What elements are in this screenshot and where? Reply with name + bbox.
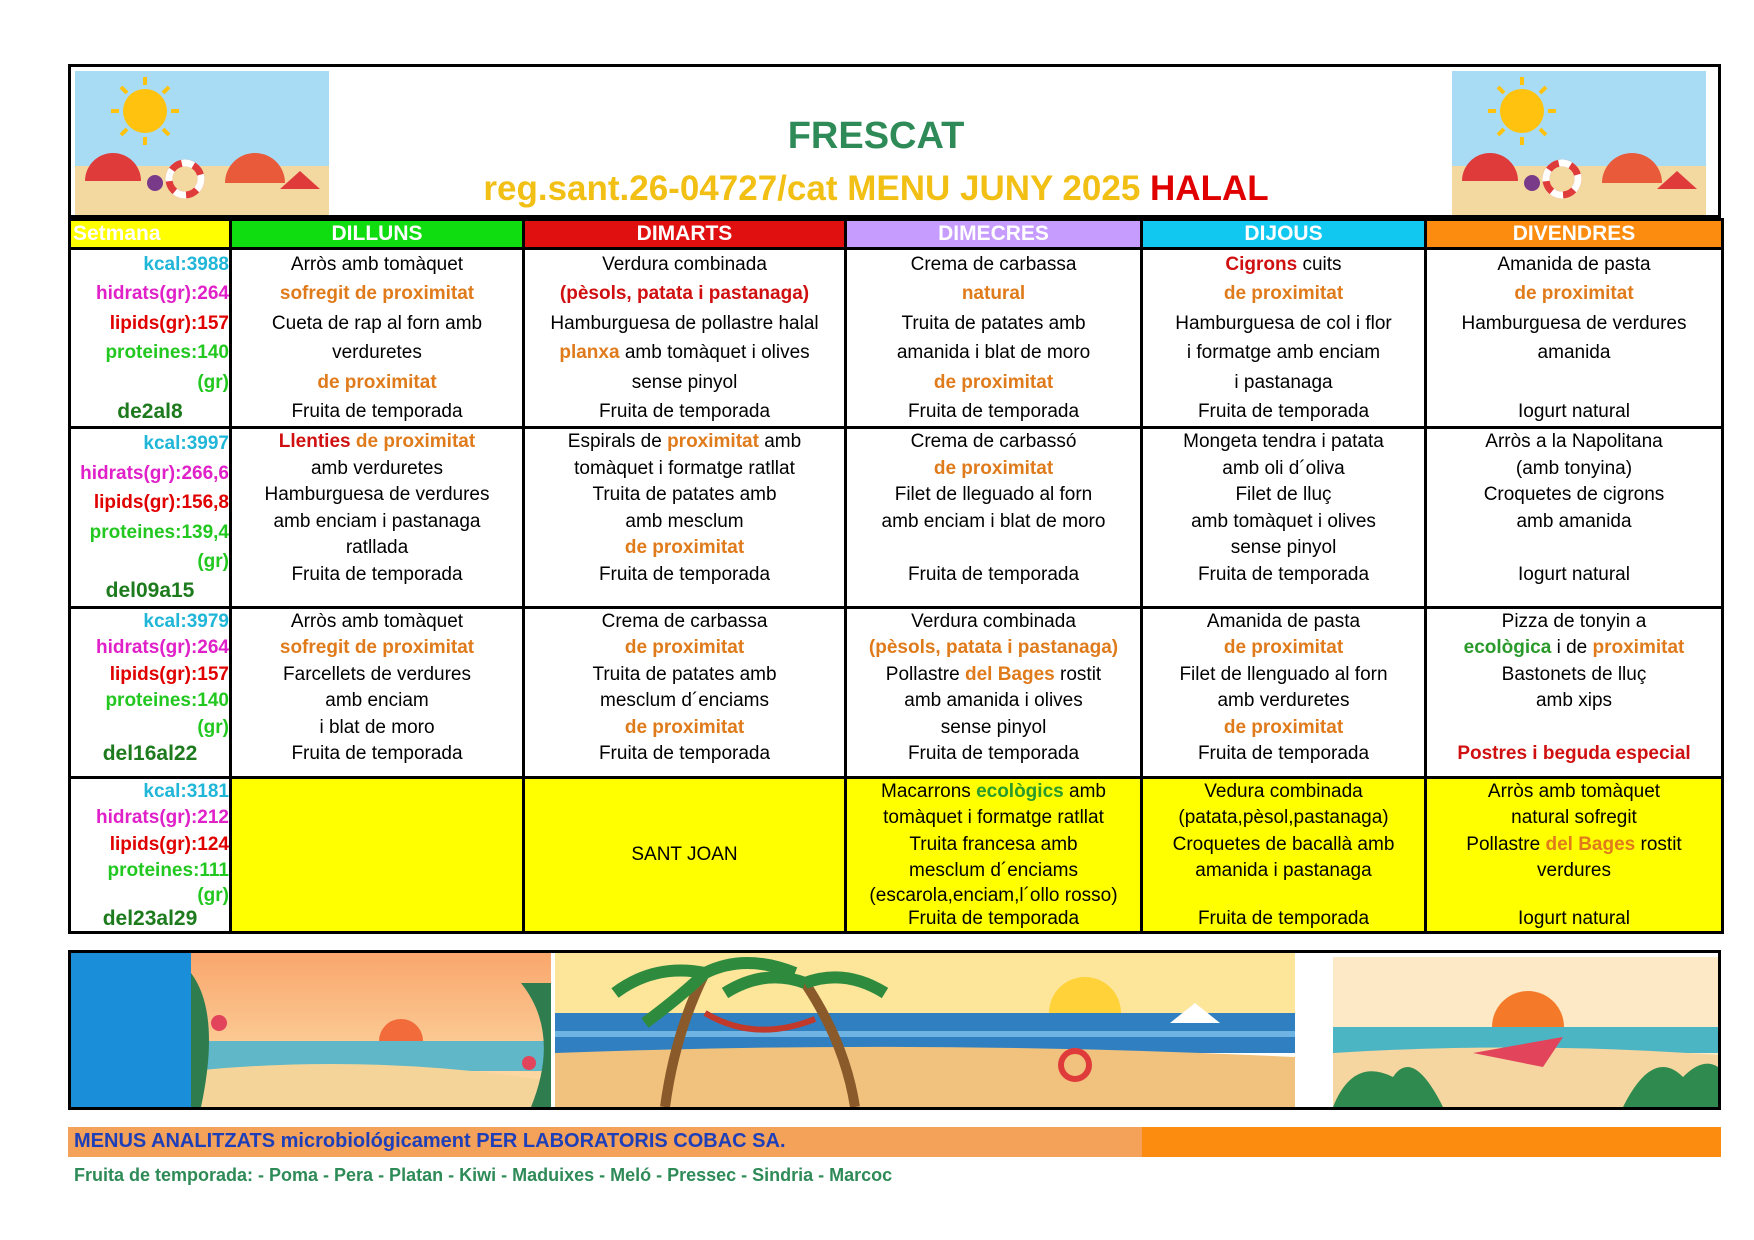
menu-line [525, 338, 844, 367]
week-info [70, 249, 231, 428]
menu-line: natural [961, 283, 1026, 305]
menu-line: Iogurt natural [1518, 400, 1630, 422]
menu-line: Cueta de rap al forn amb [271, 312, 483, 334]
menu-line: Truita de patates amb [592, 663, 777, 685]
menu-highlight: del Bages [964, 663, 1055, 685]
menu-highlight: proximitat [667, 431, 759, 453]
menu-line: de proximitat [933, 457, 1054, 479]
table-row [70, 428, 1723, 607]
menu-line: de proximitat [933, 371, 1054, 393]
menu-cell [1142, 428, 1426, 607]
menu-line: Fruita de temporada [598, 743, 771, 765]
analysis-bar [68, 1127, 1721, 1157]
menu-line: natural sofregit [1511, 807, 1637, 829]
menu-line: verdures [1537, 860, 1611, 882]
menu-line: (escarola,enciam,l´ollo rosso) [869, 884, 1118, 906]
menu-line: Arròs amb tomàquet [290, 610, 464, 632]
menu-line: SANT JOAN [631, 843, 738, 865]
menu-line: Fruita de temporada [1197, 400, 1370, 422]
menu-line: i pastanaga [1234, 371, 1333, 393]
week-info [70, 777, 231, 932]
menu-highlight: del Bages [1545, 833, 1636, 855]
grams-unit: (gr) [197, 550, 229, 572]
menu-line: Bastonets de lluç [1501, 663, 1647, 685]
menu-line: Fruita de temporada [907, 563, 1080, 585]
menu-highlight: planxa [559, 342, 620, 364]
menu-line [1427, 368, 1721, 397]
menu-line: amb enciam [325, 690, 429, 712]
menu-line-text: cuits [1297, 254, 1342, 275]
menu-line: Verdura combinada [911, 610, 1076, 632]
col-dilluns: DILLUNS [231, 220, 524, 249]
fruit-list: Fruita de temporada: - Poma - Pera - Platan - Kiwi - Maduixes - Meló - Pressec - Sindria - Marcoc [74, 1165, 893, 1185]
menu-line [1143, 250, 1424, 279]
menu-line: amb enciam i blat de moro [881, 510, 1106, 532]
menu-line: amb tomàquet i olives [1191, 510, 1376, 532]
beach-sun-illustration [75, 71, 329, 215]
week-info [70, 428, 231, 607]
menu-line: Iogurt natural [1518, 907, 1630, 929]
sunset-beach-illustration [191, 953, 551, 1107]
menu-line: amanida i pastanaga [1195, 860, 1372, 882]
menu-cell [524, 607, 846, 777]
menu-line: Farcellets de verdures [283, 663, 471, 685]
beach-sun-illustration [1452, 71, 1706, 215]
menu-highlight: Cigrons [1225, 254, 1298, 275]
menu-cell [524, 249, 846, 428]
menu-line: Crema de carbassa [601, 610, 768, 632]
menu-cell [846, 777, 1142, 932]
week-range: del09a15 [105, 579, 195, 603]
menu-line: Fruita de temporada [291, 400, 463, 422]
menu-line [525, 279, 844, 308]
subtitle-registration: reg.sant.26-04727/cat MENU JUNY 2025 [483, 169, 1141, 208]
menu-line: Amanida de pasta [1206, 610, 1361, 632]
menu-cell [231, 428, 524, 607]
menu-line: de proximitat [624, 637, 745, 659]
menu-line: Truita francesa amb [909, 833, 1078, 855]
menu-line: ratllada [345, 537, 409, 559]
menu-line: sofregit de proximitat [279, 637, 475, 659]
menu-line: Crema de carbassa [910, 254, 1077, 275]
menu-line [1427, 885, 1721, 907]
subtitle-halal: HALAL [1150, 169, 1269, 208]
menu-line: Pizza de tonyin a [1501, 610, 1647, 632]
menu-line: Filet de lluç [1235, 484, 1332, 506]
menu-line: verduretes [332, 342, 422, 364]
header [68, 64, 1721, 218]
menu-highlight: de proximitat [350, 431, 476, 453]
analysis-text: MENUS ANALITZATS microbiológicament PER LABORATORIS COBAC SA. [74, 1130, 786, 1152]
menu-line: Croquetes de cigrons [1483, 484, 1665, 506]
week-range: de2al8 [117, 399, 183, 423]
menu-cell [231, 607, 524, 777]
menu-line-text: i de [1551, 637, 1593, 659]
menu-highlight: proximitat [1592, 637, 1685, 659]
hidrats: hidrats(gr):212 [95, 807, 229, 829]
menu-line: Amanida de pasta [1497, 254, 1651, 275]
menu-line: mesclum d´enciams [600, 690, 769, 712]
menu-line: amb verduretes [310, 457, 443, 479]
menu-cell [1426, 607, 1723, 777]
menu-line: Crema de carbassó [910, 431, 1077, 453]
lipids: lipids(gr):156,8 [93, 492, 229, 514]
menu-line: Fruita de temporada [1197, 563, 1370, 585]
menu-line: Arròs amb tomàquet [1487, 780, 1661, 802]
menu-line: sense pinyol [940, 716, 1047, 738]
menu-line: amanida [1537, 342, 1611, 364]
menu-cell [1142, 777, 1426, 932]
menu-line: i formatge amb enciam [1186, 342, 1381, 364]
menu-page [68, 64, 1721, 1152]
menu-line: Filet de lleguado al forn [894, 484, 1093, 506]
menu-line: Fruita de temporada [907, 743, 1080, 765]
menu-cell [846, 607, 1142, 777]
menu-line: Verdura combinada [602, 254, 767, 275]
menu-line-text: Pollastre [1466, 833, 1546, 855]
menu-table [68, 218, 1724, 934]
menu-line [1143, 885, 1424, 907]
hidrats: hidrats(gr):264 [95, 283, 229, 305]
table-header-row [70, 220, 1723, 249]
menu-highlight: Llenties [278, 431, 351, 453]
menu-line [232, 429, 522, 456]
menu-line [1427, 535, 1721, 562]
menu-line-text: amb [1063, 780, 1106, 802]
proteines: proteines:140 [105, 690, 229, 712]
menu-line [847, 779, 1140, 806]
week-range: del16al22 [102, 742, 198, 766]
table-row [70, 607, 1723, 777]
menu-line: amb verduretes [1217, 690, 1350, 712]
menu-line: Truita de patates amb [901, 312, 1086, 334]
menu-line: de proximitat [624, 716, 745, 738]
menu-line-text: amb tomàquet i olives [624, 342, 810, 364]
kcal: kcal:3988 [143, 254, 229, 275]
menu-cell [231, 249, 524, 428]
menu-line: de proximitat [1223, 637, 1344, 659]
menu-line: Fruita de temporada [291, 743, 463, 765]
proteines: proteines:111 [107, 860, 229, 882]
menu-line [1427, 635, 1721, 662]
menu-line: (pèsols, patata i pastanaga) [868, 637, 1119, 659]
menu-cell [1426, 249, 1723, 428]
menu-line: Mongeta tendra i patata [1183, 431, 1384, 453]
menu-line: (patata,pèsol,pastanaga) [1178, 807, 1389, 829]
menu-line: de proximitat [1514, 283, 1634, 305]
kcal: kcal:3979 [143, 610, 229, 632]
grams-unit: (gr) [197, 884, 229, 906]
menu-line: Iogurt natural [1518, 563, 1630, 585]
menu-line: amb enciam i pastanaga [273, 510, 481, 532]
menu-line: Arròs a la Napolitana [1485, 431, 1663, 453]
menu-line: Hamburguesa de verdures [264, 484, 490, 506]
menu-line: amb oli d´oliva [1222, 457, 1345, 479]
menu-line: Fruita de temporada [907, 400, 1080, 422]
menu-line: de proximitat [317, 371, 437, 393]
menu-cell [1426, 777, 1723, 932]
menu-line [847, 535, 1140, 562]
menu-highlight: ecològica [1463, 637, 1552, 659]
col-dijous: DIJOUS [1142, 220, 1426, 249]
menu-line: amb amanida i olives [904, 690, 1083, 712]
menu-line: mesclum d´enciams [909, 860, 1078, 882]
menu-line: amb xips [1535, 690, 1613, 712]
menu-cell [1142, 249, 1426, 428]
col-week: Setmana [70, 220, 231, 249]
menu-line-text: (pèsols, patata i pastanaga) [559, 283, 810, 305]
menu-cell [846, 428, 1142, 607]
menu-line: Fruita de temporada [598, 400, 771, 422]
lipids: lipids(gr):157 [109, 663, 229, 685]
menu-cell [846, 249, 1142, 428]
menu-cell [524, 777, 846, 932]
menu-line-text: Macarrons [881, 780, 977, 802]
table-row [70, 249, 1723, 428]
menu-line: Hamburguesa de pollastre halal [550, 312, 819, 334]
menu-line: Truita de patates amb [592, 484, 777, 506]
proteines: proteines:139,4 [89, 521, 229, 543]
menu-line: sofregit de proximitat [279, 283, 475, 305]
menu-cell [1142, 607, 1426, 777]
menu-line: tomàquet i formatge ratllat [883, 807, 1104, 829]
menu-line-text: Pollastre [885, 663, 965, 685]
menu-line: sense pinyol [631, 371, 738, 393]
blue-block [71, 953, 191, 1107]
menu-highlight: ecològics [976, 780, 1064, 802]
lipids: lipids(gr):124 [109, 833, 229, 855]
menu-line: i blat de moro [319, 716, 435, 738]
tropical-sunset-illustration [1333, 957, 1718, 1107]
menu-line: de proximitat [624, 537, 745, 559]
week-range: del23al29 [102, 906, 198, 930]
menu-line [1427, 832, 1721, 859]
menu-line: Croquetes de bacallà amb [1172, 833, 1395, 855]
proteines: proteines:140 [105, 342, 229, 364]
hello-summer-palm-illustration [555, 953, 1295, 1107]
analysis-bar-right [1142, 1127, 1721, 1157]
col-dimecres: DIMECRES [846, 220, 1142, 249]
footer-illustrations [68, 950, 1721, 1110]
menu-line: de proximitat [1223, 716, 1344, 738]
menu-line [525, 429, 844, 456]
table-row [70, 777, 1723, 932]
menu-line: sense pinyol [1230, 537, 1337, 559]
menu-line: Fruita de temporada [1197, 743, 1370, 765]
menu-line: Vedura combinada [1204, 780, 1363, 802]
menu-line: amb amanida [1516, 510, 1632, 532]
menu-line: Fruita de temporada [1197, 907, 1370, 929]
menu-line: amb mesclum [625, 510, 744, 532]
menu-line: Postres i beguda especial [1457, 743, 1691, 765]
menu-line-text: Espirals de [567, 431, 668, 453]
page-subtitle [351, 169, 1401, 209]
menu-line-text: amb [758, 431, 802, 453]
menu-line: Filet de llenguado al forn [1179, 663, 1388, 685]
kcal: kcal:3997 [143, 433, 229, 455]
menu-line [1427, 715, 1721, 742]
kcal: kcal:3181 [143, 780, 229, 802]
menu-cell [524, 428, 846, 607]
menu-cell-empty [231, 777, 524, 932]
hidrats: hidrats(gr):266,6 [80, 462, 229, 484]
menu-line [847, 662, 1140, 689]
page-title: FRESCAT [787, 115, 965, 157]
menu-line: amanida i blat de moro [896, 342, 1091, 364]
hidrats: hidrats(gr):264 [95, 637, 229, 659]
menu-line: Hamburguesa de col i flor [1175, 312, 1392, 334]
menu-line: Fruita de temporada [291, 563, 463, 585]
menu-line: de proximitat [1223, 283, 1344, 305]
week-info [70, 607, 231, 777]
menu-line: (amb tonyina) [1515, 457, 1633, 479]
menu-line: Arròs amb tomàquet [290, 254, 464, 275]
grams-unit: (gr) [197, 371, 229, 393]
menu-line-text: rostit [1054, 663, 1102, 685]
col-divendres: DIVENDRES [1426, 220, 1723, 249]
menu-line: Fruita de temporada [598, 563, 771, 585]
grams-unit: (gr) [197, 716, 229, 738]
menu-line: tomàquet i formatge ratllat [574, 457, 795, 479]
col-dimarts: DIMARTS [524, 220, 846, 249]
menu-cell [1426, 428, 1723, 607]
menu-line-text: rostit [1635, 833, 1682, 855]
lipids: lipids(gr):157 [109, 312, 229, 334]
menu-line: Hamburguesa de verdures [1461, 312, 1687, 334]
menu-line: Fruita de temporada [907, 907, 1080, 929]
